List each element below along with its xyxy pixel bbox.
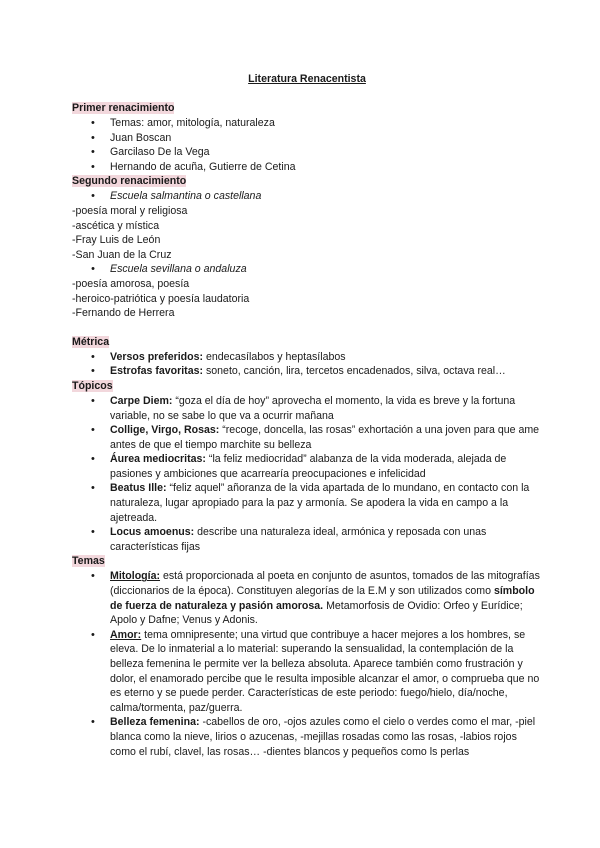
section-heading-topicos: Tópicos: [72, 379, 113, 392]
list-item: • Estrofas favoritas: soneto, canción, lira, tercetos encadenados, silva, octava real…: [110, 364, 542, 379]
list-item: • Juan Boscan: [110, 131, 542, 146]
list-item: • Beatus Ille: “feliz aquel” añoranza de la vida apartada de lo mundano, en contacto con la naturaleza, lugar apropiado para la paz y armonía. Se apodera la vida en campo a la ajetreada.: [110, 481, 542, 525]
list-item: • Escuela salmantina o castellana: [110, 189, 542, 204]
list-item: • Áurea mediocritas: “la feliz mediocridad” alabanza de la vida moderada, alejada de pasiones y ambiciones que acarrearía preocupaciones e infelicidad: [110, 452, 542, 481]
list-item: • Temas: amor, mitología, naturaleza: [110, 116, 542, 131]
document-title: Literatura Renacentista: [248, 73, 366, 85]
topicos-list: [72, 394, 542, 555]
text-line: -poesía amorosa, poesía: [72, 277, 190, 290]
spacer: [72, 321, 542, 335]
list-item: • Garcilaso De la Vega: [110, 145, 542, 160]
list-item: • Hernando de acuña, Gutierre de Cetina: [110, 160, 542, 175]
list-item: • Belleza femenina: -cabellos de oro, -ojos azules como el cielo o verdes como el mar, -piel blanca como la nieve, lirios o azucenas, -mejillas rosadas como las rosas, -labios rojos como el rubí, clavel, las rosas… -dientes blancos y pequeños como ls perlas: [110, 715, 542, 759]
text-line: -ascética y mística: [72, 219, 160, 232]
list-item: • Amor: tema omnipresente; una virtud que contribuye a hacer mejores a los hombres, se eleva. De lo inmaterial a lo material: superando la sensualidad, la contemplación de la belleza femenina le permite ver la belleza absoluta. Aparece también como frustración y dolor, el enamorado percibe que le resulta imposible alcanzar el amor, o comprueba que no es eterno y se puede perder. Características de este periodo: fuego/hielo, día/noche, calma/tormenta, paz/guerra.: [110, 628, 542, 716]
list-item: • Versos preferidos: endecasílabos y heptasílabos: [110, 350, 542, 365]
primer-list: [72, 116, 542, 174]
list-item: • Collige, Virgo, Rosas: “recoge, doncella, las rosas” exhortación a una joven para que ame antes de que el tiempo marchite su belleza: [110, 423, 542, 452]
section-heading-primer: Primer renacimiento: [72, 102, 175, 114]
list-item: • Carpe Diem: “goza el día de hoy” aprovecha el momento, la vida es breve y la fortuna variable, no se sabe lo que va a ocurrir mañana: [110, 394, 542, 423]
text-line: -heroico-patriótica y poesía laudatoria: [72, 292, 250, 305]
list-item: • Locus amoenus: describe una naturaleza ideal, armónica y reposada con unas características fijas: [110, 525, 542, 554]
section-heading-temas: Temas: [72, 555, 105, 568]
escuela-list-2: [72, 262, 542, 277]
temas-list: [72, 569, 542, 759]
section-heading-metrica: Métrica: [72, 335, 110, 348]
document-page: [72, 72, 542, 759]
escuela-list-1: [72, 189, 542, 204]
text-line: -poesía moral y religiosa: [72, 204, 188, 217]
text-line: -Fernando de Herrera: [72, 307, 175, 320]
section-heading-segundo: Segundo renacimiento: [72, 175, 187, 188]
list-item: • Escuela sevillana o andaluza: [110, 262, 542, 277]
text-line: -Fray Luis de León: [72, 234, 161, 247]
text-line: -San Juan de la Cruz: [72, 248, 172, 261]
metrica-list: [72, 350, 542, 379]
list-item: • Mitología: está proporcionada al poeta en conjunto de asuntos, tomados de las mitografías (diccionarios de la época). Constituyen alegorías de la E.M y son utilizados como símbolo de fuerza de naturaleza y pasión amorosa. Metamorfosis de Ovidio: Orfeo y Eurídice; Apolo y Dafne; Venus y Adonis.: [110, 569, 542, 627]
